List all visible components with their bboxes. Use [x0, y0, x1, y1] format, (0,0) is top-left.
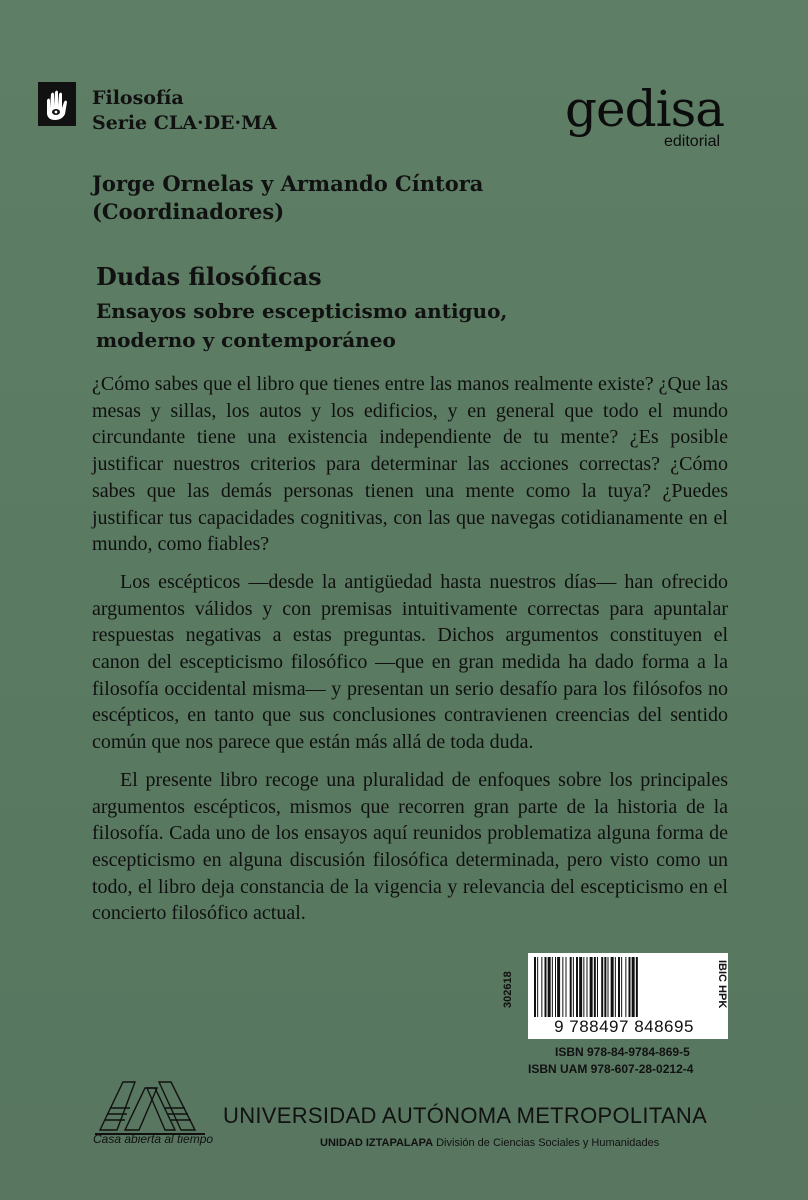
barcode-bar: [573, 957, 574, 1017]
barcode-bars: [533, 957, 715, 1017]
author-role: (Coordinadores): [92, 199, 285, 224]
barcode-digits: 9 788497 848695: [554, 1017, 694, 1036]
series-collection: Filosofía: [92, 87, 184, 109]
blurb-paragraph-2: Los escépticos —desde la antigüedad hasta nuestros días— han ofrecido argumentos válidos y con premisas intuitivamente correctas para apuntalar respuestas negativas a estas preguntas. Dichos argumentos constituyen el canon del escepticismo filosófico —que en gran medida ha dado forma a la filosofía occidental misma— y presentan un serio desafío para los filósofos no escépticos, en tanto que sus conclusiones contravienen creencias del sentido común que nos parece que están más allá de toda duda.: [92, 570, 728, 754]
barcode-bar: [541, 957, 542, 1017]
publisher-logo: [565, 80, 735, 160]
hand-eye-icon: [38, 82, 76, 126]
barcode-bar: [636, 957, 638, 1017]
unit-name: UNIDAD IZTAPALAPA: [320, 1137, 434, 1149]
publisher-sub: editorial: [664, 133, 721, 150]
barcode-bar: [590, 957, 593, 1017]
isbn-block: [528, 1044, 693, 1078]
barcode-bar: [594, 957, 596, 1017]
barcode-bar: [576, 957, 578, 1017]
isbn-uam: ISBN UAM 978-607-28-0212-4: [528, 1062, 694, 1076]
barcode-bar: [629, 957, 631, 1017]
barcode-bar: [621, 957, 622, 1017]
series-info: [92, 86, 277, 136]
barcode-bar: [615, 957, 616, 1017]
barcode-bar: [570, 957, 572, 1017]
barcode-side-number: 302618: [502, 971, 514, 1008]
barcode-bar: [555, 957, 556, 1017]
barcode-bar: [537, 957, 538, 1017]
barcode-bar: [611, 957, 614, 1017]
barcode-bar: [548, 957, 551, 1017]
book-subtitle: Ensayos sobre escepticismo antiguo, moderno y contemporáneo: [96, 299, 508, 352]
barcode-bar: [579, 957, 582, 1017]
blurb-paragraph-1: ¿Cómo sabes que el libro que tienes entre las manos realmente existe? ¿Que las mesas y sillas, los autos y los edificios, y en general que todo el mundo circundante tiene una existencia independiente de tu mente? ¿Es posible justificar nuestros criterios para determinar las acciones correctas? ¿Cómo sabes que las demás personas tienen una mente como la tuya? ¿Puedes justificar tus capacidades cognitivas, con las que navegas cotidianamente en el mundo, como fiables?: [92, 373, 728, 556]
barcode-bar: [618, 957, 620, 1017]
barcode-bar: [534, 957, 536, 1017]
barcode-classification: IBIC HPK: [716, 960, 728, 1009]
barcode-bar: [552, 957, 553, 1017]
barcode-bar: [545, 957, 547, 1017]
blurb: [92, 371, 728, 938]
university-name: UNIVERSIDAD AUTÓNOMA METROPOLITANA: [223, 1103, 708, 1128]
barcode-bar: [583, 957, 584, 1017]
authors-block: [92, 170, 483, 226]
uam-motto: Casa abierta al tiempo: [93, 1132, 214, 1146]
barcode-bar: [597, 957, 598, 1017]
book-title: Dudas filosóficas: [96, 262, 322, 291]
unit-division: División de Ciencias Sociales y Humanidades: [436, 1137, 660, 1149]
series-name: Serie CLA·DE·MA: [92, 112, 277, 134]
barcode-bar: [625, 957, 626, 1017]
barcode-bar: [587, 957, 588, 1017]
barcode-bar: [604, 957, 606, 1017]
barcode-bar: [566, 957, 567, 1017]
barcode-bar: [601, 957, 603, 1017]
blurb-paragraph-3: El presente libro recoge una pluralidad de enfoques sobre los principales argumentos escépticos, mismos que recorren gran parte de la historia de la filosofía. Cada uno de los ensayos aquí reunidos problematiza alguna forma de escepticismo en alguna discusión filosófica determinada, pero visto como un todo, el libro deja constancia de la vigencia y relevancia del escepticismo en el concierto filosófico actual.: [92, 768, 728, 925]
publisher-name: gedisa: [565, 80, 725, 138]
university-unit: [320, 1137, 659, 1149]
barcode-bar: [608, 957, 609, 1017]
isbn: ISBN 978-84-9784-869-5: [555, 1045, 690, 1059]
author-names: Jorge Ornelas y Armando Cíntora: [92, 171, 484, 196]
barcode-bar: [557, 957, 560, 1017]
barcode-bar: [562, 957, 563, 1017]
barcode-bar: [632, 957, 635, 1017]
